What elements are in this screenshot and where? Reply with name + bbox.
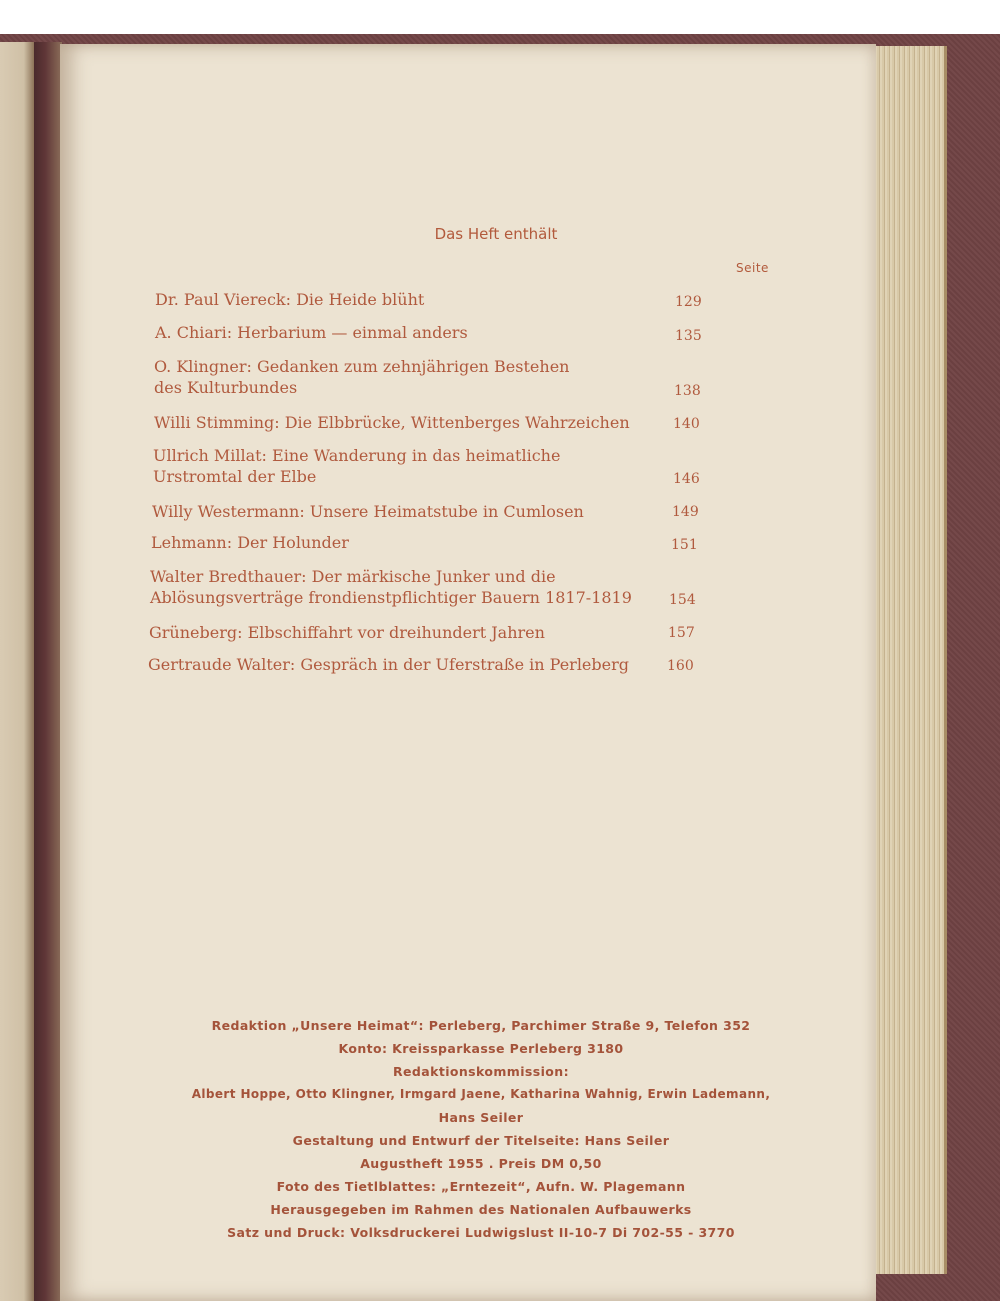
toc-entry-line: Walter Bredthauer: Der märkische Junker und die [150, 567, 556, 586]
contents-heading: Das Heft enthält [434, 225, 558, 243]
toc-entry-line: O. Klingner: Gedanken zum zehnjährigen Bestehen [154, 357, 570, 376]
toc-entry [154, 356, 569, 398]
book-page [60, 44, 876, 1301]
toc-page-number: 140 [673, 416, 700, 432]
book-gutter [34, 42, 62, 1301]
toc-entry [155, 289, 424, 310]
toc-page-number: 129 [675, 294, 702, 310]
toc-page-number: 149 [672, 504, 699, 520]
toc-entry-line: Willi Stimming: Die Elbbrücke, Wittenberges Wahrzeichen [154, 413, 630, 432]
toc-entry-line: Grüneberg: Elbschiffahrt vor dreihundert Jahren [149, 623, 545, 642]
toc-page-number: 138 [674, 383, 701, 399]
imprint-line: Redaktionskommission: [393, 1064, 569, 1079]
imprint-line: Foto des Tietlblattes: „Erntezeit“, Aufn. W. Plagemann [276, 1179, 686, 1194]
toc-entry [150, 566, 632, 608]
toc-entry-line: Gertraude Walter: Gespräch in der Uferstraße in Perleberg [148, 655, 629, 674]
toc-entry-line: Urstromtal der Elbe [153, 467, 317, 486]
toc-entry-line: Ablösungsverträge frondienstpflichtiger Bauern 1817-1819 [150, 588, 632, 607]
toc-entry-line: Dr. Paul Viereck: Die Heide blüht [155, 290, 425, 309]
toc-page-number: 154 [669, 592, 696, 608]
toc-entry [148, 654, 629, 675]
toc-entry [149, 622, 545, 643]
toc-entry-line: Willy Westermann: Unsere Heimatstube in Cumlosen [152, 502, 584, 521]
toc-entry-line: Ullrich Millat: Eine Wanderung in das heimatliche [153, 446, 561, 465]
toc-entry [154, 412, 630, 433]
toc-entry-line: des Kulturbundes [154, 378, 298, 397]
page-content [60, 44, 876, 1301]
toc-page-number: 151 [671, 537, 698, 553]
toc-entry-line: Lehmann: Der Holunder [151, 533, 349, 552]
page-column-label: Seite [736, 261, 769, 275]
toc-page-number: 146 [673, 471, 700, 487]
imprint-line: Redaktion „Unsere Heimat“: Perleberg, Parchimer Straße 9, Telefon 352 [211, 1018, 751, 1033]
toc-entry [152, 501, 584, 522]
left-page-edge [0, 42, 34, 1301]
toc-page-number: 160 [667, 658, 694, 674]
imprint-line: Herausgegeben im Rahmen des Nationalen Aufbauwerks [270, 1202, 692, 1217]
imprint [60, 1014, 902, 1244]
toc-entry [155, 322, 468, 343]
imprint-line: Hans Seiler [438, 1110, 524, 1125]
toc-page-number: 135 [675, 328, 702, 344]
imprint-line: Konto: Kreissparkasse Perleberg 3180 [338, 1041, 624, 1056]
toc-page-number: 157 [668, 625, 695, 641]
toc-entry [151, 532, 349, 553]
imprint-line: Gestaltung und Entwurf der Titelseite: Hans Seiler [292, 1133, 670, 1148]
imprint-line: Albert Hoppe, Otto Klingner, Irmgard Jaene, Katharina Wahnig, Erwin Lademann, [191, 1087, 771, 1101]
toc-entry-line: A. Chiari: Herbarium — einmal anders [155, 323, 468, 342]
imprint-line: Augustheft 1955 . Preis DM 0,50 [360, 1156, 602, 1171]
toc-entry [153, 445, 560, 487]
imprint-line: Satz und Druck: Volksdruckerei Ludwigslust II-10-7 Di 702-55 - 3770 [227, 1225, 735, 1240]
